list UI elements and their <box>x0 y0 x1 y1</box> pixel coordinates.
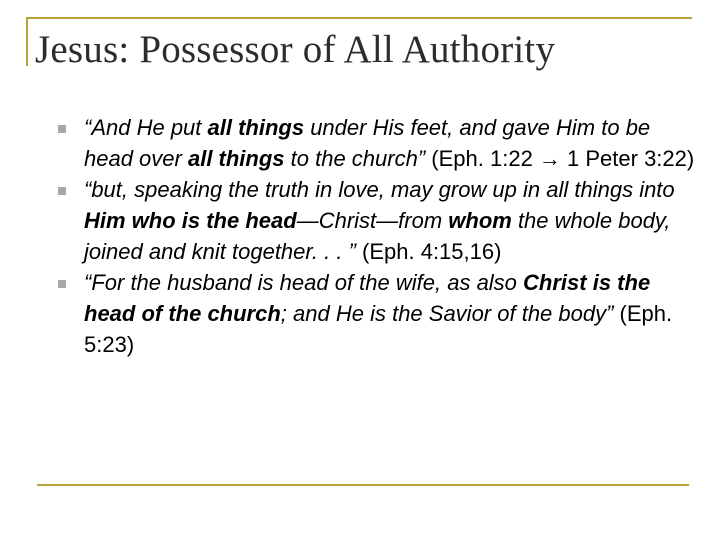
quote-text: “For the husband is head of the wife, as also <box>84 270 524 295</box>
slide-title: Jesus: Possessor of All Authority <box>35 28 556 71</box>
emphasis-text: Him who is the head <box>84 208 297 233</box>
top-accent-line <box>26 17 692 19</box>
bullet-text <box>84 270 672 357</box>
square-bullet-icon <box>58 187 66 195</box>
quote-text: “And He put <box>84 115 208 140</box>
bullet-list <box>54 112 704 360</box>
emphasis-text: Christ is the head of the church <box>84 270 651 326</box>
bullet-text <box>84 115 694 171</box>
emphasis-text: whom <box>448 208 512 233</box>
emphasis-text: all things <box>187 146 285 171</box>
quote-text: the whole body, joined and knit together. . . ” <box>84 208 671 264</box>
bullet-item <box>54 174 704 267</box>
bullet-item <box>54 267 704 360</box>
bottom-accent-line <box>37 484 689 486</box>
quote-text: “but, speaking the truth in love, may grow up in all things into <box>84 177 675 202</box>
scripture-reference: (Eph. 1:22 → 1 Peter 3:22) <box>425 146 695 171</box>
quote-text: —Christ—from <box>296 208 449 233</box>
bullet-item <box>54 112 704 174</box>
quote-text: to the church” <box>284 146 426 171</box>
scripture-reference: (Eph. 5:23) <box>84 301 673 357</box>
emphasis-text: all things <box>207 115 305 140</box>
left-accent-line <box>26 17 28 66</box>
scripture-reference: (Eph. 4:15,16) <box>355 239 502 264</box>
quote-text: ; and He is the Savior of the body” <box>280 301 614 326</box>
quote-text: under His feet, and gave Him to be head over <box>84 115 651 171</box>
square-bullet-icon <box>58 125 66 133</box>
square-bullet-icon <box>58 280 66 288</box>
bullet-text <box>84 177 675 264</box>
